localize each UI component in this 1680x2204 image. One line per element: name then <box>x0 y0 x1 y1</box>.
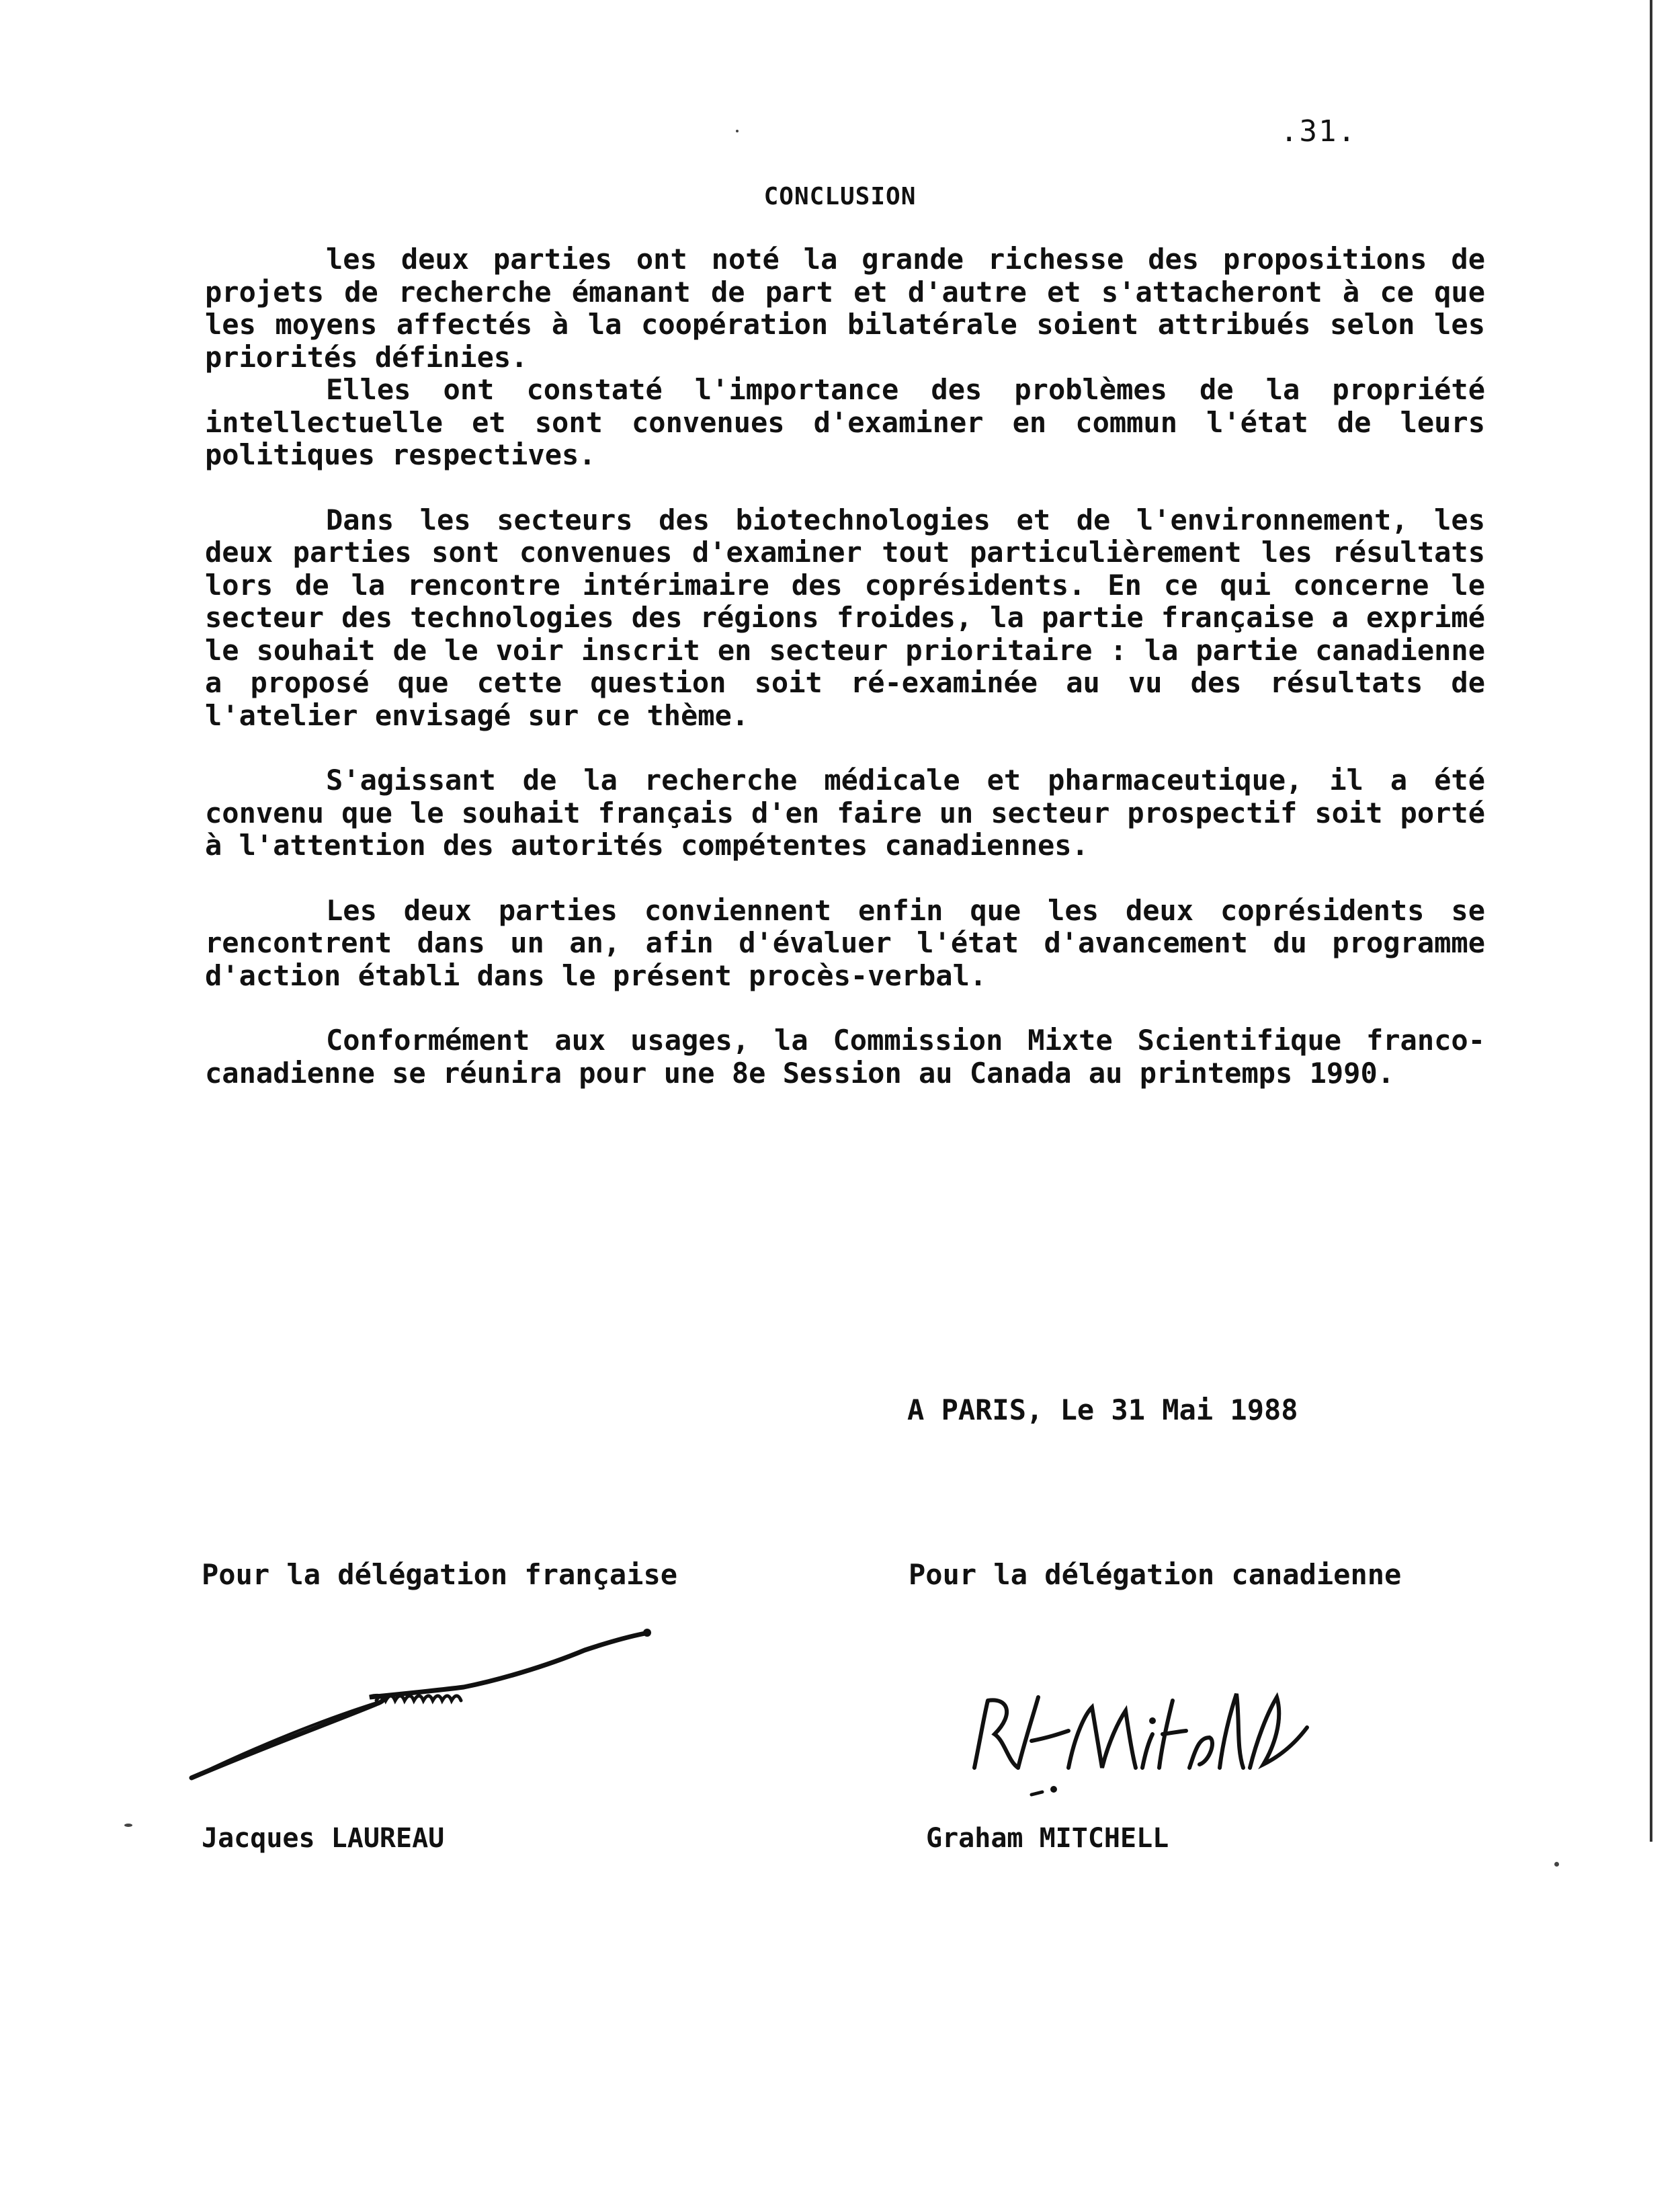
canadian-signatory-name: Graham MITCHELL <box>926 1823 1169 1854</box>
body-text <box>205 243 1485 1090</box>
french-signatory-name: Jacques LAUREAU <box>202 1823 445 1854</box>
scan-speck <box>736 130 739 132</box>
page-number: .31. <box>1280 114 1357 149</box>
scan-speck <box>124 1824 132 1827</box>
canadian-delegation-label: Pour la délégation canadienne <box>909 1558 1402 1591</box>
date-line: A PARIS, Le 31 Mai 1988 <box>907 1393 1298 1426</box>
page-edge-line <box>1650 0 1652 1842</box>
french-signature <box>181 1620 665 1795</box>
scan-speck <box>1554 1862 1559 1867</box>
paragraph-5: Les deux parties conviennent enfin que les deux coprésidents se rencontrent dans un an, afin d'évaluer l'état d'avancement du programme d'action établi dans le présent procès-verbal. <box>205 893 1485 992</box>
section-heading: CONCLUSION <box>763 183 917 210</box>
paragraph-1: les deux parties ont noté la grande richesse des propositions de projets de recherche émanant de part et d'autre et s'attacheront à ce que les moyens affectés à la coopération bilatérale soient attribués selon les priorités définies. <box>205 243 1485 374</box>
paragraph-2: Elles ont constaté l'importance des problèmes de la propriété intellectuelle et sont convenues d'examiner en commun l'état de leurs politiques respectives. <box>205 373 1485 471</box>
canadian-signature <box>968 1674 1317 1808</box>
french-delegation-label: Pour la délégation française <box>202 1558 678 1591</box>
paragraph-3: Dans les secteurs des biotechnologies et de l'environnement, les deux parties sont convenues d'examiner tout particulièrement les résultats lors de la rencontre intérimaire des coprésidents. En ce qui concerne le secteur des technologies des régions froides, la partie française a exprimé le souhait de le voir inscrit en secteur prioritaire : la partie canadienne a proposé que cette question soit ré-examinée au vu des résultats de l'atelier envisagé sur ce thème. <box>205 503 1485 732</box>
paragraph-4: S'agissant de la recherche médicale et pharmaceutique, il a été convenu que le souhait français d'en faire un secteur prospectif soit porté à l'attention des autorités compétentes canadiennes. <box>205 764 1485 862</box>
paragraph-6: Conformément aux usages, la Commission Mixte Scientifique franco-canadienne se réunira pour une 8e Session au Canada au printemps 1990. <box>205 1024 1485 1090</box>
